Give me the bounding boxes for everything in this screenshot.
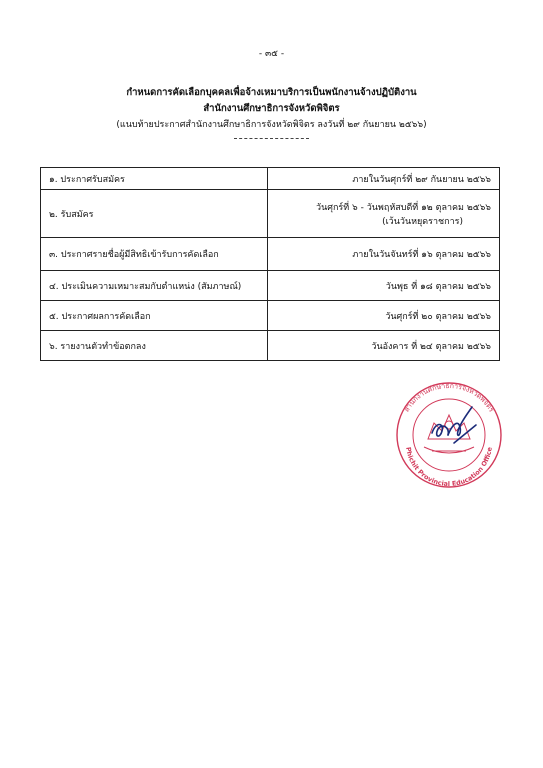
- table-row: [41, 271, 500, 301]
- date-cell: วันศุกร์ที่ ๒๐ ตุลาคม ๒๕๖๖: [268, 301, 500, 331]
- schedule-table: [40, 167, 500, 361]
- date-cell: ภายในวันศุกร์ที่ ๒๙ กันยายน ๒๕๖๖: [268, 168, 500, 190]
- table-row: [41, 238, 500, 271]
- divider-line: [234, 138, 309, 139]
- date-cell: วันพุธ ที่ ๑๘ ตุลาคม ๒๕๖๖: [268, 271, 500, 301]
- step-cell: ๔. ประเมินความเหมาะสมกับตำแหน่ง (สัมภาษณ์): [41, 271, 268, 301]
- step-cell: ๑. ประกาศรับสมัคร: [41, 168, 268, 190]
- seal-inner-ring: [413, 399, 485, 471]
- table-row: [41, 168, 500, 190]
- date-cell: วันอังคาร ที่ ๒๔ ตุลาคม ๒๕๖๖: [268, 331, 500, 361]
- document-subtitle: สำนักงานศึกษาธิการจังหวัดพิจิตร: [203, 103, 340, 114]
- date-note: (เว้นวันหยุดราชการ): [382, 216, 463, 227]
- table-row: [41, 331, 500, 361]
- date-cell: ภายในวันจันทร์ที่ ๑๖ ตุลาคม ๒๕๖๖: [268, 238, 500, 271]
- page-number: - ๓๕ -: [258, 49, 285, 59]
- step-cell: ๕. ประกาศผลการคัดเลือก: [41, 301, 268, 331]
- date-line: วันศุกร์ที่ ๖ - วันพฤหัสบดีที่ ๑๒ ตุลาคม ๒๕๖๖: [316, 202, 491, 213]
- step-cell: ๖. รายงานตัวทำข้อตกลง: [41, 331, 268, 361]
- seal-english-text: Phichit Provincial Education Office: [404, 446, 494, 489]
- table-row: [41, 190, 500, 238]
- attachment-note: (แนบท้ายประกาศสำนักงานศึกษาธิการจังหวัดพิจิตร ลงวันที่ ๒๙ กันยายน ๒๕๖๖): [116, 120, 427, 130]
- official-seal-icon: [384, 373, 514, 489]
- seal-thai-text: สำนักงานศึกษาธิการจังหวัดพิจิตร: [402, 381, 496, 414]
- step-cell: ๒. รับสมัคร: [41, 190, 268, 238]
- step-cell: ๓. ประกาศรายชื่อผู้มีสิทธิเข้ารับการคัดเลือก: [41, 238, 268, 271]
- date-cell: [268, 190, 500, 238]
- table-row: [41, 301, 500, 331]
- document-title: กำหนดการคัดเลือกบุคคลเพื่อจ้างเหมาบริการเป็นพนักงานจ้างปฏิบัติงาน: [126, 87, 417, 98]
